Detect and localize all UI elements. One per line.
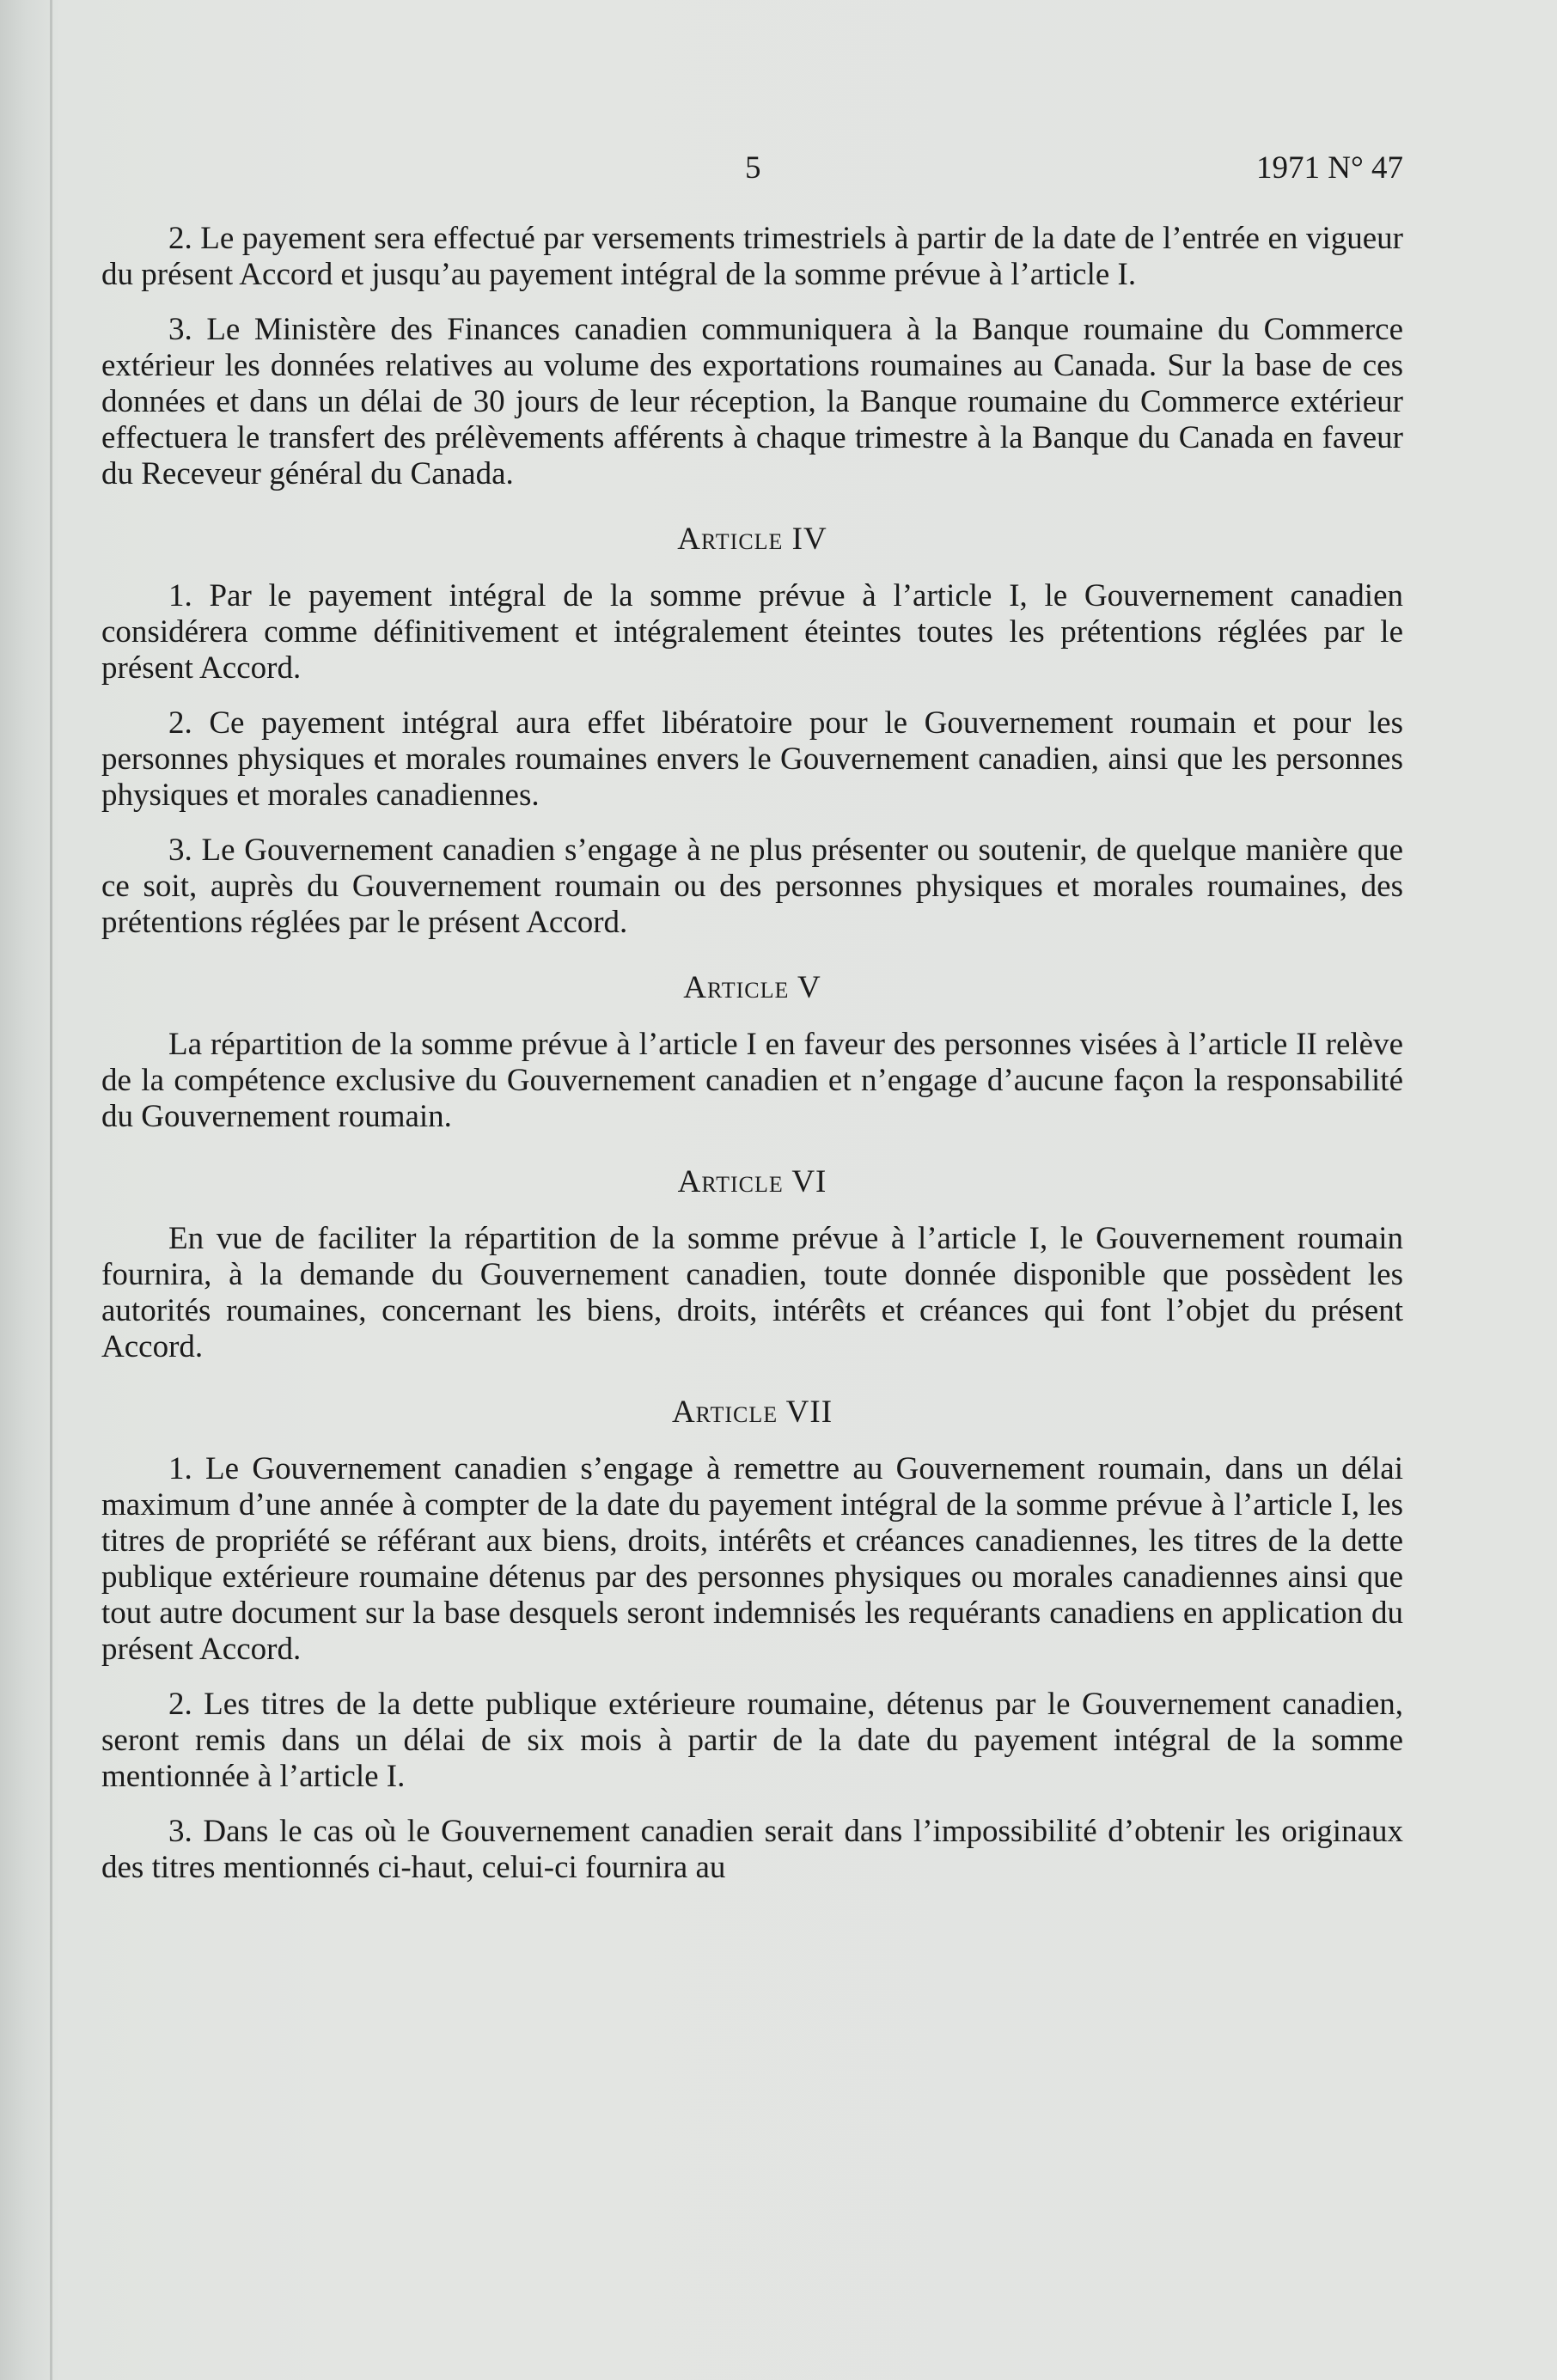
page-number: 5: [745, 150, 761, 186]
running-header: [101, 150, 1403, 202]
paragraph: 3. Le Ministère des Finances canadien communiquera à la Banque roumaine du Commerce extérieur les données relatives au volume des exportations roumaines au Canada. Sur la base de ces données et dans un délai de 30 jours de leur réception, la Banque roumaine du Commerce extérieur effectuera le transfert des prélèvements afférents à chaque trimestre à la Banque du Canada en faveur du Receveur général du Canada.: [101, 312, 1403, 491]
paragraph: 1. Par le payement intégral de la somme prévue à l’article I, le Gouvernement canadien considérera comme définitivement et intégralement éteintes toutes les prétentions réglées par le présent Accord.: [101, 578, 1403, 686]
paragraph: 3. Le Gouvernement canadien s’engage à ne plus présenter ou soutenir, de quelque manière que ce soit, auprès du Gouvernement roumain ou des personnes physiques et morales roumaines, des prétentions réglées par le présent Accord.: [101, 833, 1403, 940]
paragraph: 2. Ce payement intégral aura effet libératoire pour le Gouvernement roumain et pour les personnes physiques et morales roumaines envers le Gouvernement canadien, ainsi que les personnes physiques et morales canadiennes.: [101, 705, 1403, 813]
article-heading: Article VI: [677, 1164, 827, 1199]
article-heading: Article V: [683, 970, 821, 1005]
article-heading: Article IV: [677, 522, 827, 557]
page-text: [101, 150, 1403, 1905]
paragraph: 2. Le payement sera effectué par versements trimestriels à partir de la date de l’entrée en vigueur du présent Accord et jusqu’au payement intégral de la somme prévue à l’article I.: [101, 221, 1403, 292]
paragraph: La répartition de la somme prévue à l’article I en faveur des personnes visées à l’article II relève de la compétence exclusive du Gouvernement canadien et n’engage d’aucune façon la responsabilité du Gouvernement roumain.: [101, 1027, 1403, 1134]
article-heading: Article VII: [671, 1394, 833, 1430]
paragraph: 1. Le Gouvernement canadien s’engage à remettre au Gouvernement roumain, dans un délai maximum d’une année à compter de la date du payement intégral de la somme prévue à l’article I, les titres de propriété se référant aux biens, droits, intérêts et créances canadiennes, les titres de la dette publique extérieure roumaine détenus par des personnes physiques ou morales canadiennes ainsi que tout autre document sur la base desquels seront indemnisés les requérants canadiens en application du présent Accord.: [101, 1451, 1403, 1667]
paragraph: En vue de faciliter la répartition de la somme prévue à l’article I, le Gouvernement roumain fournira, à la demande du Gouvernement canadien, toute donnée disponible que possèdent les autorités roumaines, concernant les biens, droits, intérêts et créances qui font l’objet du présent Accord.: [101, 1221, 1403, 1364]
page-binding-edge: [50, 0, 52, 2380]
paragraph: 3. Dans le cas où le Gouvernement canadien serait dans l’impossibilité d’obtenir les originaux des titres mentionnés ci-haut, celui-ci fournira au: [101, 1814, 1403, 1885]
series-number: 1971 N° 47: [1255, 150, 1403, 186]
paragraph: 2. Les titres de la dette publique extérieure roumaine, détenus par le Gouvernement canadien, seront remis dans un délai de six mois à partir de la date du payement intégral de la somme mentionnée à l’article I.: [101, 1687, 1403, 1794]
